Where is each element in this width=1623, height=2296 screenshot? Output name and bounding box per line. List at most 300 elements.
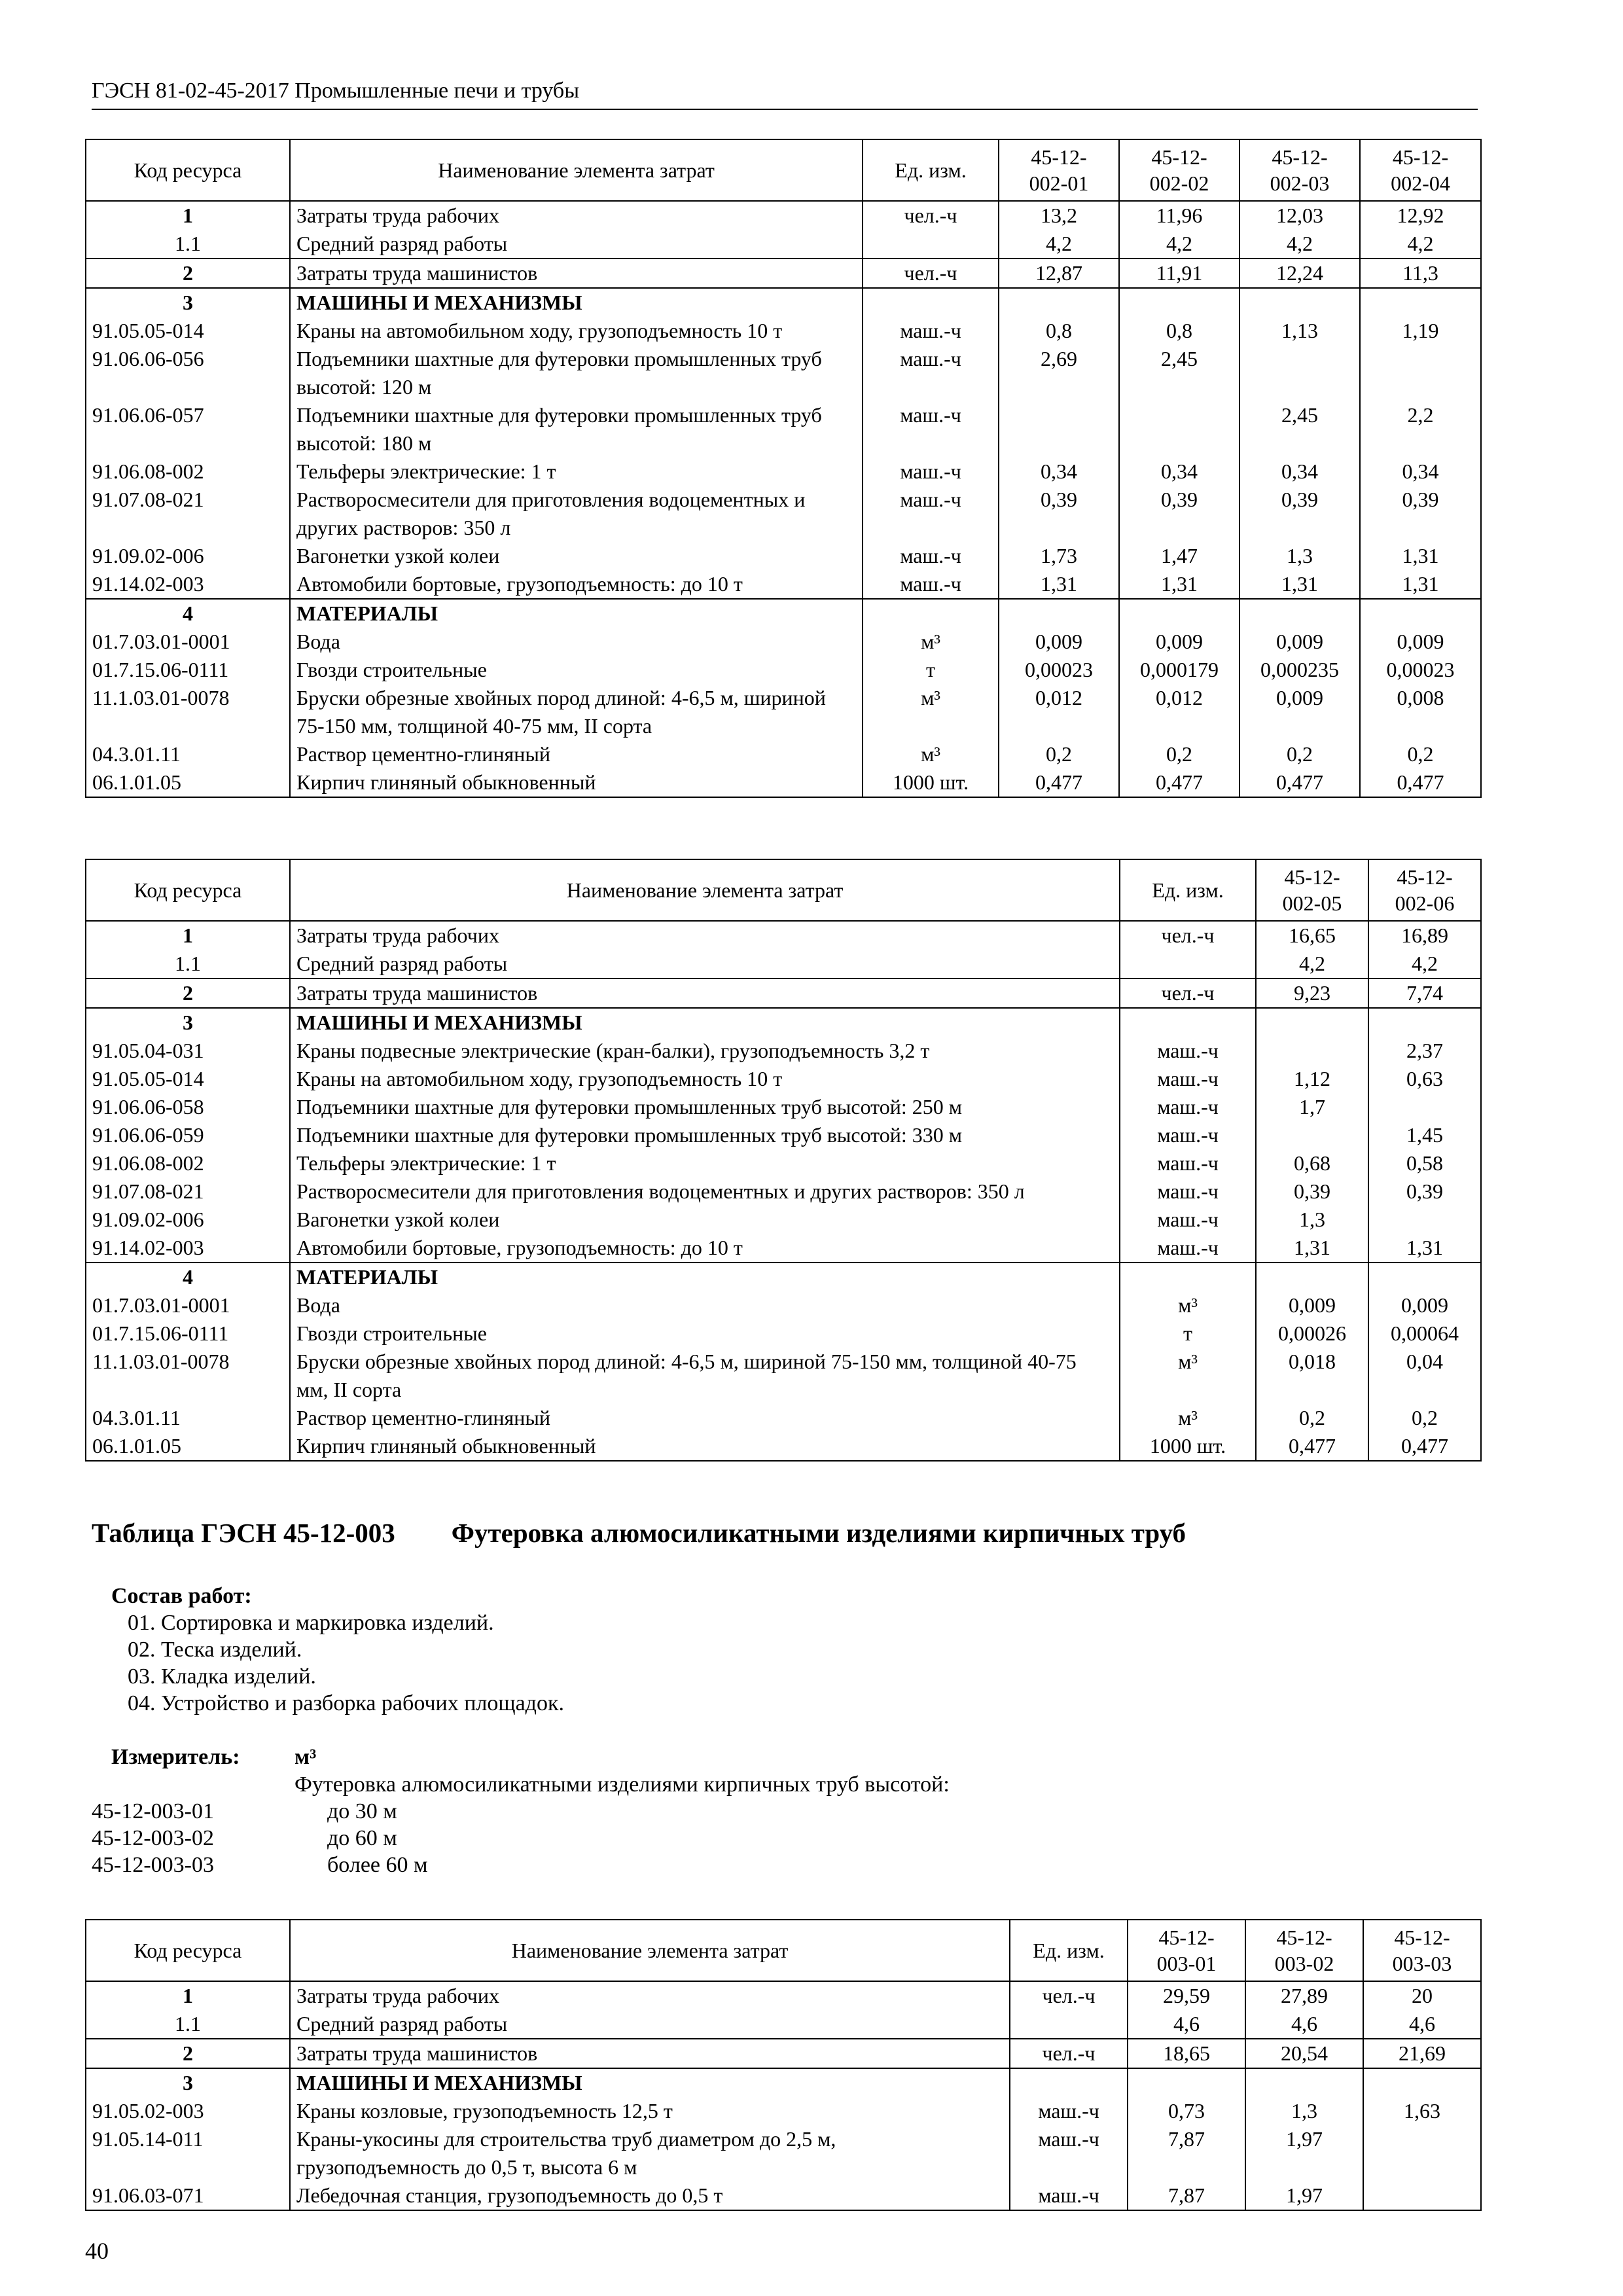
work-item: 02. Теска изделий.	[128, 1638, 302, 1662]
header-col-3: 45-12- 003-03	[1363, 1920, 1481, 1981]
unit: маш.-ч	[1120, 1037, 1256, 1065]
value-cell: 0,00023	[999, 656, 1119, 684]
resource-code: 06.1.01.05	[86, 1432, 290, 1461]
resource-code: 1	[86, 1981, 290, 2010]
value-cell: 1,31	[1368, 1234, 1481, 1263]
unit: 1000 шт.	[1120, 1432, 1256, 1461]
resource-code: 91.05.14-011	[86, 2125, 290, 2181]
value-cell: 0,39	[999, 486, 1119, 542]
variant-code: 45-12-003-03	[92, 1853, 214, 1877]
resource-table-45-12-002-a	[85, 139, 1482, 798]
resource-name: Автомобили бортовые, грузоподъемность: до 10 т	[290, 570, 863, 599]
table-row	[86, 2125, 1481, 2181]
table-body	[86, 201, 1481, 797]
resource-name: МАТЕРИАЛЫ	[290, 1263, 1120, 1291]
value-cell: 4,2	[1360, 230, 1481, 259]
resource-name: Растворосмесители для приготовления водоцементных и других растворов: 350 л	[290, 486, 863, 542]
value-cell: 0,00026	[1256, 1319, 1368, 1348]
table-row	[86, 2181, 1481, 2210]
section-row	[86, 1263, 1481, 1291]
value-cell: 0,012	[999, 684, 1119, 740]
resource-name: Краны на автомобильном ходу, грузоподъемность 10 т	[290, 1065, 1120, 1093]
value-cell: 2,69	[999, 345, 1119, 401]
value-cell: 0,477	[1360, 768, 1481, 797]
value-cell: 7,87	[1128, 2181, 1245, 2210]
value-cell: 2,45	[1240, 401, 1360, 457]
unit: маш.-ч	[1120, 1234, 1256, 1263]
value-cell	[999, 599, 1119, 628]
unit	[863, 288, 999, 317]
table-label: Таблица ГЭСН 45-12-003	[92, 1518, 395, 1548]
variant-text: более 60 м	[327, 1853, 428, 1877]
header-code: Код ресурса	[86, 1920, 290, 1981]
header-col-2: 45-12- 002-06	[1368, 859, 1481, 921]
resource-name: Подъемники шахтные для футеровки промышленных труб высотой: 250 м	[290, 1093, 1120, 1121]
value-cell: 0,8	[999, 317, 1119, 345]
resource-name: Затраты труда машинистов	[290, 978, 1120, 1008]
work-item: 03. Кладка изделий.	[128, 1664, 316, 1689]
resource-code: 04.3.01.11	[86, 740, 290, 768]
value-cell: 1,31	[1360, 570, 1481, 599]
value-cell: 0,012	[1119, 684, 1240, 740]
value-cell: 0,009	[1240, 628, 1360, 656]
unit: маш.-ч	[863, 486, 999, 542]
table-row	[86, 628, 1481, 656]
table-body	[86, 1981, 1481, 2210]
table-row	[86, 1981, 1481, 2010]
section-row	[86, 599, 1481, 628]
unit: чел.-ч	[863, 259, 999, 288]
table-row	[86, 950, 1481, 978]
unit: м³	[1120, 1348, 1256, 1404]
value-cell	[1256, 1037, 1368, 1065]
value-cell: 0,34	[1119, 457, 1240, 486]
resource-code: 2	[86, 2039, 290, 2068]
unit: маш.-ч	[1120, 1149, 1256, 1177]
resource-code: 06.1.01.05	[86, 768, 290, 797]
value-cell: 0,34	[999, 457, 1119, 486]
value-cell: 0,34	[1360, 457, 1481, 486]
resource-name: Затраты труда машинистов	[290, 2039, 1010, 2068]
meter-unit: м³	[294, 1745, 317, 1769]
header-col-1: 45-12- 002-05	[1256, 859, 1368, 921]
resource-name: Гвозди строительные	[290, 1319, 1120, 1348]
value-cell: 20	[1363, 1981, 1481, 2010]
table-row	[86, 1348, 1481, 1404]
value-cell: 1,73	[999, 542, 1119, 570]
value-cell	[1240, 288, 1360, 317]
value-cell: 16,89	[1368, 921, 1481, 950]
value-cell: 0,009	[1368, 1291, 1481, 1319]
value-cell: 0,009	[1119, 628, 1240, 656]
resource-name: МАТЕРИАЛЫ	[290, 599, 863, 628]
value-cell: 1,45	[1368, 1121, 1481, 1149]
resource-code: 04.3.01.11	[86, 1404, 290, 1432]
value-cell: 1,31	[1256, 1234, 1368, 1263]
resource-name: Краны козловые, грузоподъемность 12,5 т	[290, 2097, 1010, 2125]
unit: маш.-ч	[863, 457, 999, 486]
value-cell: 0,34	[1240, 457, 1360, 486]
value-cell: 1,3	[1256, 1206, 1368, 1234]
table-row	[86, 345, 1481, 401]
value-cell: 29,59	[1128, 1981, 1245, 2010]
value-cell: 0,009	[1256, 1291, 1368, 1319]
resource-code: 01.7.03.01-0001	[86, 628, 290, 656]
value-cell: 2,2	[1360, 401, 1481, 457]
resource-name: Раствор цементно-глиняный	[290, 740, 863, 768]
work-item: 04. Устройство и разборка рабочих площадок.	[128, 1691, 564, 1715]
table-row	[86, 1432, 1481, 1461]
resource-table-45-12-002-b	[85, 859, 1482, 1462]
value-cell	[1360, 345, 1481, 401]
unit: маш.-ч	[1010, 2125, 1128, 2181]
section-row	[86, 2068, 1481, 2097]
value-cell	[999, 401, 1119, 457]
variant-item	[92, 1798, 428, 1825]
header-name: Наименование элемента затрат	[290, 1920, 1010, 1981]
value-cell: 1,63	[1363, 2097, 1481, 2125]
variant-text: до 30 м	[327, 1799, 397, 1823]
value-cell	[1256, 1121, 1368, 1149]
table-header-row	[86, 859, 1481, 921]
value-cell: 16,65	[1256, 921, 1368, 950]
value-cell	[1119, 599, 1240, 628]
table-row	[86, 1177, 1481, 1206]
value-cell: 18,65	[1128, 2039, 1245, 2068]
table-row	[86, 740, 1481, 768]
unit: маш.-ч	[863, 542, 999, 570]
table-row	[86, 1291, 1481, 1319]
unit: т	[863, 656, 999, 684]
value-cell: 0,2	[1240, 740, 1360, 768]
table-row	[86, 1149, 1481, 1177]
resource-code: 1.1	[86, 950, 290, 978]
value-cell: 4,6	[1128, 2010, 1245, 2039]
resource-name: МАШИНЫ И МЕХАНИЗМЫ	[290, 1008, 1120, 1037]
value-cell: 1,12	[1256, 1065, 1368, 1093]
resource-name: Подъемники шахтные для футеровки промышленных труб высотой: 120 м	[290, 345, 863, 401]
resource-code: 3	[86, 288, 290, 317]
resource-name: Краны-укосины для строительства труб диаметром до 2,5 м, грузоподъемность до 0,5 т, высота 6 м	[290, 2125, 1010, 2181]
value-cell: 13,2	[999, 201, 1119, 230]
resource-code: 91.05.05-014	[86, 1065, 290, 1093]
value-cell: 1,31	[1119, 570, 1240, 599]
table-row	[86, 768, 1481, 797]
value-cell: 4,2	[1119, 230, 1240, 259]
resource-code: 91.09.02-006	[86, 542, 290, 570]
resource-name: Растворосмесители для приготовления водоцементных и других растворов: 350 л	[290, 1177, 1120, 1206]
table-row	[86, 486, 1481, 542]
resource-code: 4	[86, 1263, 290, 1291]
value-cell: 0,39	[1256, 1177, 1368, 1206]
resource-name: Автомобили бортовые, грузоподъемность: до 10 т	[290, 1234, 1120, 1263]
unit	[1120, 1008, 1256, 1037]
resource-code: 3	[86, 1008, 290, 1037]
table-row	[86, 1121, 1481, 1149]
value-cell: 1,3	[1245, 2097, 1363, 2125]
resource-code: 4	[86, 599, 290, 628]
table-row	[86, 2039, 1481, 2068]
value-cell	[1128, 2068, 1245, 2097]
unit: маш.-ч	[1120, 1093, 1256, 1121]
value-cell: 12,03	[1240, 201, 1360, 230]
table-name: Футеровка алюмосиликатными изделиями кирпичных труб	[451, 1518, 1186, 1548]
resource-code: 2	[86, 259, 290, 288]
value-cell	[1360, 288, 1481, 317]
resource-name: Краны на автомобильном ходу, грузоподъемность 10 т	[290, 317, 863, 345]
page-header: ГЭСН 81-02-45-2017 Промышленные печи и трубы	[92, 76, 1478, 110]
header-col-1: 45-12- 002-01	[999, 139, 1119, 201]
table-row	[86, 1206, 1481, 1234]
value-cell: 0,2	[999, 740, 1119, 768]
value-cell: 0,477	[1240, 768, 1360, 797]
value-cell	[1363, 2181, 1481, 2210]
resource-name: Кирпич глиняный обыкновенный	[290, 768, 863, 797]
variant-item	[92, 1825, 428, 1852]
value-cell: 11,91	[1119, 259, 1240, 288]
table-row	[86, 542, 1481, 570]
value-cell: 1,3	[1240, 542, 1360, 570]
table-row	[86, 401, 1481, 457]
unit: т	[1120, 1319, 1256, 1348]
header-code: Код ресурса	[86, 139, 290, 201]
value-cell: 0,8	[1119, 317, 1240, 345]
resource-name: Затраты труда рабочих	[290, 1981, 1010, 2010]
resource-code: 91.06.08-002	[86, 457, 290, 486]
value-cell: 1,7	[1256, 1093, 1368, 1121]
table-row	[86, 656, 1481, 684]
resource-code: 1.1	[86, 230, 290, 259]
table-title	[92, 1517, 1186, 1549]
resource-code: 91.06.06-059	[86, 1121, 290, 1149]
unit: маш.-ч	[863, 317, 999, 345]
resource-code: 91.06.03-071	[86, 2181, 290, 2210]
value-cell	[1240, 599, 1360, 628]
resource-code: 3	[86, 2068, 290, 2097]
unit: м³	[863, 740, 999, 768]
value-cell: 0,63	[1368, 1065, 1481, 1093]
resource-code: 91.14.02-003	[86, 1234, 290, 1263]
value-cell: 0,2	[1368, 1404, 1481, 1432]
section-row	[86, 1008, 1481, 1037]
meter-description: Футеровка алюмосиликатными изделиями кирпичных труб высотой:	[294, 1772, 950, 1797]
value-cell	[1360, 599, 1481, 628]
value-cell: 0,477	[1256, 1432, 1368, 1461]
resource-code: 91.05.05-014	[86, 317, 290, 345]
value-cell: 0,2	[1256, 1404, 1368, 1432]
value-cell: 21,69	[1363, 2039, 1481, 2068]
value-cell: 0,000235	[1240, 656, 1360, 684]
resource-name: Раствор цементно-глиняный	[290, 1404, 1120, 1432]
unit	[863, 599, 999, 628]
value-cell	[1363, 2125, 1481, 2181]
resource-name: МАШИНЫ И МЕХАНИЗМЫ	[290, 288, 863, 317]
value-cell	[1256, 1008, 1368, 1037]
section-row	[86, 288, 1481, 317]
value-cell: 12,92	[1360, 201, 1481, 230]
value-cell	[1368, 1008, 1481, 1037]
value-cell: 1,13	[1240, 317, 1360, 345]
unit	[863, 230, 999, 259]
header-unit: Ед. изм.	[863, 139, 999, 201]
variant-list	[92, 1798, 428, 1878]
unit: маш.-ч	[1120, 1206, 1256, 1234]
resource-code: 01.7.15.06-0111	[86, 1319, 290, 1348]
value-cell: 0,018	[1256, 1348, 1368, 1404]
works-heading: Состав работ:	[111, 1584, 252, 1608]
value-cell	[1368, 1206, 1481, 1234]
table-row	[86, 2010, 1481, 2039]
value-cell: 7,74	[1368, 978, 1481, 1008]
variant-code: 45-12-003-02	[92, 1826, 214, 1850]
resource-name: Тельферы электрические: 1 т	[290, 457, 863, 486]
table-row	[86, 317, 1481, 345]
header-unit: Ед. изм.	[1120, 859, 1256, 921]
value-cell: 1,47	[1119, 542, 1240, 570]
header-col-1: 45-12- 003-01	[1128, 1920, 1245, 1981]
value-cell: 1,97	[1245, 2181, 1363, 2210]
resource-code: 2	[86, 978, 290, 1008]
variant-text: до 60 м	[327, 1826, 397, 1850]
value-cell: 0,39	[1368, 1177, 1481, 1206]
table-row	[86, 259, 1481, 288]
value-cell: 0,009	[1360, 628, 1481, 656]
unit: маш.-ч	[1010, 2181, 1128, 2210]
resource-name: МАШИНЫ И МЕХАНИЗМЫ	[290, 2068, 1010, 2097]
resource-name: Вагонетки узкой колеи	[290, 542, 863, 570]
table-body	[86, 921, 1481, 1461]
table-row	[86, 457, 1481, 486]
header-col-2: 45-12- 002-02	[1119, 139, 1240, 201]
value-cell: 0,008	[1360, 684, 1481, 740]
unit: маш.-ч	[1010, 2097, 1128, 2125]
value-cell: 1,19	[1360, 317, 1481, 345]
resource-name: Средний разряд работы	[290, 2010, 1010, 2039]
meter-label: Измеритель:	[111, 1745, 240, 1769]
resource-name: Подъемники шахтные для футеровки промышленных труб высотой: 180 м	[290, 401, 863, 457]
table-row	[86, 201, 1481, 230]
value-cell: 4,2	[999, 230, 1119, 259]
unit	[1010, 2010, 1128, 2039]
value-cell: 0,2	[1360, 740, 1481, 768]
resource-name: Затраты труда машинистов	[290, 259, 863, 288]
header-unit: Ед. изм.	[1010, 1920, 1128, 1981]
unit: чел.-ч	[1120, 978, 1256, 1008]
unit: чел.-ч	[1010, 2039, 1128, 2068]
resource-name: Тельферы электрические: 1 т	[290, 1149, 1120, 1177]
value-cell: 0,58	[1368, 1149, 1481, 1177]
unit: маш.-ч	[1120, 1121, 1256, 1149]
resource-code: 91.07.08-021	[86, 1177, 290, 1206]
unit: маш.-ч	[1120, 1177, 1256, 1206]
value-cell: 0,39	[1119, 486, 1240, 542]
resource-code: 1	[86, 921, 290, 950]
table-row	[86, 1093, 1481, 1121]
value-cell: 1,31	[999, 570, 1119, 599]
value-cell: 9,23	[1256, 978, 1368, 1008]
page-number: 40	[85, 2238, 109, 2264]
table-row	[86, 1404, 1481, 1432]
unit	[1120, 1263, 1256, 1291]
resource-code: 91.09.02-006	[86, 1206, 290, 1234]
value-cell: 4,2	[1256, 950, 1368, 978]
resource-code: 11.1.03.01-0078	[86, 684, 290, 740]
value-cell: 0,68	[1256, 1149, 1368, 1177]
header-name: Наименование элемента затрат	[290, 859, 1120, 921]
table-row	[86, 921, 1481, 950]
resource-name: Средний разряд работы	[290, 950, 1120, 978]
value-cell: 4,6	[1363, 2010, 1481, 2039]
header-code: Код ресурса	[86, 859, 290, 921]
variant-item	[92, 1852, 428, 1878]
resource-name: Бруски обрезные хвойных пород длиной: 4-6,5 м, шириной 75-150 мм, толщиной 40-75 мм, II сорта	[290, 684, 863, 740]
value-cell: 4,2	[1368, 950, 1481, 978]
resource-code: 91.05.02-003	[86, 2097, 290, 2125]
resource-name: Гвозди строительные	[290, 656, 863, 684]
value-cell: 1,31	[1240, 570, 1360, 599]
value-cell: 2,45	[1119, 345, 1240, 401]
unit: чел.-ч	[863, 201, 999, 230]
value-cell: 20,54	[1245, 2039, 1363, 2068]
resource-name: Затраты труда рабочих	[290, 201, 863, 230]
value-cell	[999, 288, 1119, 317]
resource-code: 91.07.08-021	[86, 486, 290, 542]
value-cell: 0,00064	[1368, 1319, 1481, 1348]
value-cell: 0,39	[1360, 486, 1481, 542]
resource-name: Краны подвесные электрические (кран-балки), грузоподъемность 3,2 т	[290, 1037, 1120, 1065]
value-cell: 0,04	[1368, 1348, 1481, 1404]
unit: 1000 шт.	[863, 768, 999, 797]
value-cell: 0,39	[1240, 486, 1360, 542]
variant-code: 45-12-003-01	[92, 1799, 214, 1823]
header-col-4: 45-12- 002-04	[1360, 139, 1481, 201]
resource-code: 91.05.04-031	[86, 1037, 290, 1065]
unit: м³	[1120, 1404, 1256, 1432]
unit: маш.-ч	[863, 401, 999, 457]
resource-code: 1.1	[86, 2010, 290, 2039]
value-cell	[1240, 345, 1360, 401]
resource-code: 91.14.02-003	[86, 570, 290, 599]
value-cell: 7,87	[1128, 2125, 1245, 2181]
table-row	[86, 230, 1481, 259]
value-cell: 1,31	[1360, 542, 1481, 570]
resource-code: 91.06.06-058	[86, 1093, 290, 1121]
unit	[1120, 950, 1256, 978]
table-row	[86, 978, 1481, 1008]
table-row	[86, 1037, 1481, 1065]
value-cell: 0,2	[1119, 740, 1240, 768]
unit: маш.-ч	[863, 570, 999, 599]
resource-name: Вагонетки узкой колеи	[290, 1206, 1120, 1234]
value-cell: 0,000179	[1119, 656, 1240, 684]
resource-code: 01.7.03.01-0001	[86, 1291, 290, 1319]
table-row	[86, 1234, 1481, 1263]
resource-name: Вода	[290, 628, 863, 656]
header-col-3: 45-12- 002-03	[1240, 139, 1360, 201]
header-col-2: 45-12- 003-02	[1245, 1920, 1363, 1981]
resource-name: Средний разряд работы	[290, 230, 863, 259]
value-cell: 4,6	[1245, 2010, 1363, 2039]
resource-code: 91.06.06-057	[86, 401, 290, 457]
table-row	[86, 1319, 1481, 1348]
value-cell	[1119, 401, 1240, 457]
value-cell: 27,89	[1245, 1981, 1363, 2010]
works-section	[111, 1583, 564, 1717]
unit: чел.-ч	[1010, 1981, 1128, 2010]
work-item: 01. Сортировка и маркировка изделий.	[128, 1611, 494, 1635]
resource-code: 11.1.03.01-0078	[86, 1348, 290, 1404]
table-row	[86, 570, 1481, 599]
